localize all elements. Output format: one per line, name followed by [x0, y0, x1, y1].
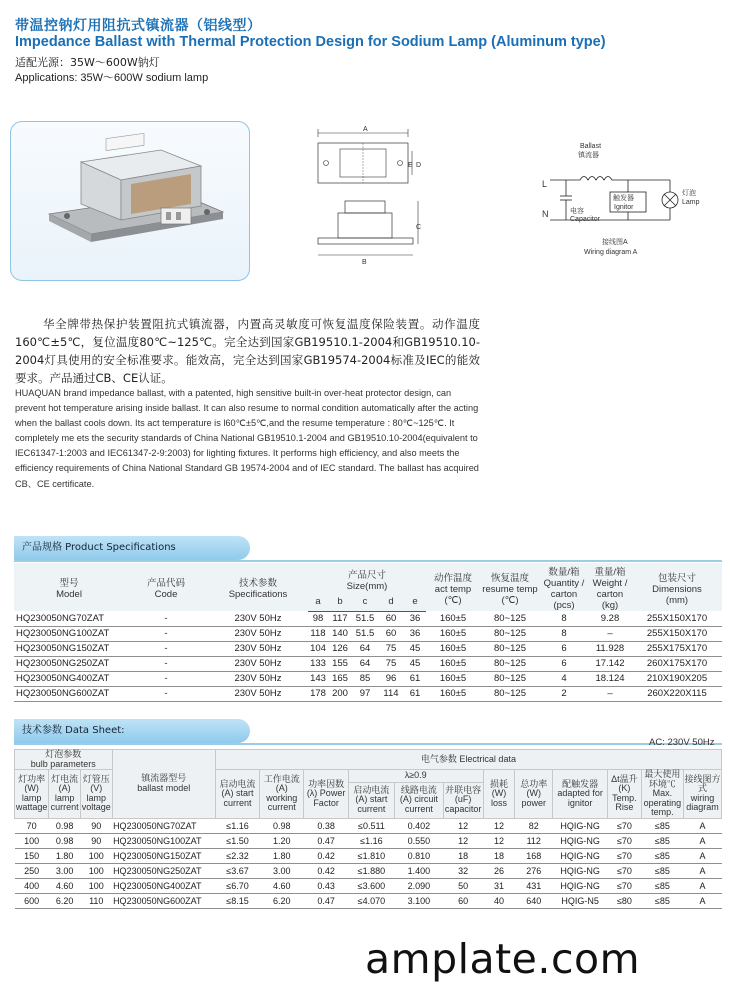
- product-photo: [10, 121, 250, 281]
- table-cell: 255X175X170: [632, 641, 722, 656]
- table-cell: 104: [308, 641, 328, 656]
- wiring-caption-en: Wiring diagram A: [584, 249, 638, 256]
- table-cell: 0.38: [304, 818, 348, 833]
- data-section-divider: [14, 743, 722, 745]
- table-cell: 100: [80, 848, 112, 863]
- table-cell: 60: [378, 626, 404, 641]
- spec-header-model: 型号 Model: [56, 578, 82, 600]
- table-cell: 64: [352, 656, 378, 671]
- table-cell: –: [588, 686, 632, 701]
- table-cell: ≤1.880: [348, 863, 394, 878]
- spec-header-e: e: [404, 595, 426, 611]
- table-cell: 160±5: [426, 656, 480, 671]
- table-cell: 0.47: [304, 893, 348, 908]
- data-header-ignitor: 配触发器 adapted for ignitor: [553, 770, 608, 819]
- ac-voltage-note: AC: 230V 50Hz: [649, 737, 715, 748]
- data-header-electrical: 电气参数 Electrical data: [215, 750, 721, 770]
- spec-table: [14, 563, 722, 702]
- table-cell: ≤4.070: [348, 893, 394, 908]
- table-cell: A: [683, 818, 721, 833]
- table-cell: 50: [443, 878, 483, 893]
- table-cell: HQ230050NG70ZAT: [112, 818, 215, 833]
- data-header-capacitor: 并联电容 (uF) capacitor: [443, 782, 483, 818]
- table-cell: 18: [443, 848, 483, 863]
- table-cell: 0.550: [395, 833, 444, 848]
- table-cell: -: [124, 671, 208, 686]
- table-cell: 230V 50Hz: [208, 686, 308, 701]
- table-cell: ≤70: [608, 848, 642, 863]
- table-cell: HQIG-NG: [553, 878, 608, 893]
- table-cell: 0.42: [304, 863, 348, 878]
- table-cell: 160±5: [426, 686, 480, 701]
- spec-header-specifications: 技术参数 Specifications: [228, 578, 288, 600]
- table-cell: 80~125: [480, 611, 540, 626]
- spec-table-body: [14, 611, 722, 701]
- table-cell: 12: [443, 833, 483, 848]
- table-cell: 100: [80, 863, 112, 878]
- table-cell: 12: [483, 833, 515, 848]
- table-cell: HQ230050NG150ZAT: [112, 848, 215, 863]
- table-cell: -: [124, 626, 208, 641]
- data-header-power: 总功率 (W) power: [515, 770, 553, 819]
- spec-header-quantity: 数量/箱 Quantity / carton (pcs): [543, 567, 585, 611]
- spec-header-weight: 重量/箱 Weight / carton (kg): [592, 567, 628, 611]
- data-header-temp-rise: Δt温升 (K) Temp. Rise: [608, 770, 642, 819]
- table-row: [14, 686, 722, 701]
- table-cell: HQ230050NG600ZAT: [14, 686, 124, 701]
- table-cell: 31: [483, 878, 515, 893]
- wiring-ballast-cn: 镇流器: [578, 152, 599, 159]
- table-cell: ≤70: [608, 833, 642, 848]
- table-cell: 12: [443, 818, 483, 833]
- table-cell: 0.43: [304, 878, 348, 893]
- spec-header-dimensions: 包装尺寸 Dimensions (mm): [652, 572, 702, 606]
- table-cell: 1.400: [395, 863, 444, 878]
- table-cell: 17.142: [588, 656, 632, 671]
- data-header-lamp-voltage: 灯管压 (V) lamp voltage: [80, 770, 112, 819]
- table-row: [14, 641, 722, 656]
- table-cell: -: [124, 656, 208, 671]
- table-cell: 96: [378, 671, 404, 686]
- table-cell: 3.100: [395, 893, 444, 908]
- table-cell: 178: [308, 686, 328, 701]
- watermark: amplate.com: [365, 935, 641, 983]
- table-cell: 9.28: [588, 611, 632, 626]
- table-cell: 18: [483, 848, 515, 863]
- table-cell: 165: [328, 671, 352, 686]
- table-cell: 0.402: [395, 818, 444, 833]
- wiring-n: N: [542, 209, 549, 219]
- table-cell: HQ230050NG400ZAT: [14, 671, 124, 686]
- description-chinese: 华全牌带热保护装置阻抗式镇流器，内置高灵敏度可恢复温度保险装置。动作温度160℃±5℃，复位温度80℃~125℃。完全达到国家GB19510.1-2004和GB19510.10-2004灯具使用的安全标准要求。能效高，完全达到国家GB19574-2004标准及IEC的能效要求。产品通过CB、CE认证。: [15, 317, 480, 385]
- table-cell: HQ230050NG150ZAT: [14, 641, 124, 656]
- table-cell: 400: [15, 878, 49, 893]
- table-cell: 70: [15, 818, 49, 833]
- table-cell: 80~125: [480, 626, 540, 641]
- table-cell: HQ230050NG600ZAT: [112, 893, 215, 908]
- table-cell: ≤2.32: [215, 848, 259, 863]
- ballast-illustration: [11, 122, 250, 281]
- table-cell: 80~125: [480, 671, 540, 686]
- table-cell: 12: [483, 818, 515, 833]
- spec-header-act-temp: 动作温度 act temp (℃): [433, 572, 472, 606]
- table-cell: 80~125: [480, 656, 540, 671]
- table-cell: 97: [352, 686, 378, 701]
- table-cell: HQ230050NG250ZAT: [112, 863, 215, 878]
- table-cell: 260X175X170: [632, 656, 722, 671]
- data-header-start-current-2: 启动电流 (A) start current: [348, 782, 394, 818]
- applications-english: Applications: 35W～600W sodium lamp: [15, 72, 209, 84]
- dim-label-d: D: [416, 162, 422, 169]
- data-header-working-current: 工作电流 (A) working current: [260, 770, 304, 819]
- table-cell: 26: [483, 863, 515, 878]
- table-cell: 85: [352, 671, 378, 686]
- table-cell: 640: [515, 893, 553, 908]
- table-row: [14, 656, 722, 671]
- data-header-loss: 损耗 (W) loss: [483, 770, 515, 819]
- spec-header-resume-temp: 恢复温度 resume temp (℃): [482, 572, 538, 606]
- table-cell: 230V 50Hz: [208, 671, 308, 686]
- table-cell: 255X150X170: [632, 611, 722, 626]
- table-cell: 168: [515, 848, 553, 863]
- table-row: [14, 671, 722, 686]
- table-cell: 36: [404, 626, 426, 641]
- table-cell: 18.124: [588, 671, 632, 686]
- table-cell: 160±5: [426, 641, 480, 656]
- wiring-lamp-en: Lamp: [682, 199, 700, 206]
- data-header-power-factor: 功率因数 (λ) Power Factor: [304, 770, 348, 819]
- data-header-max-temp: 最大使用环境℃ Max. operating temp.: [641, 770, 683, 819]
- data-header-lamp-wattage: 灯功率 (W) lamp wattage: [15, 770, 49, 819]
- table-cell: 61: [404, 686, 426, 701]
- table-cell: ≤80: [608, 893, 642, 908]
- table-cell: ≤1.810: [348, 848, 394, 863]
- table-cell: 82: [515, 818, 553, 833]
- table-cell: 6: [540, 656, 588, 671]
- table-cell: 160±5: [426, 611, 480, 626]
- wiring-ignitor-cn: 触发器: [613, 195, 634, 202]
- table-cell: A: [683, 863, 721, 878]
- table-row: [15, 863, 722, 878]
- table-cell: 3.00: [49, 863, 81, 878]
- data-header-start-current-1: 启动电流 (A) start current: [215, 770, 259, 819]
- spec-header-code: 产品代码 Code: [146, 578, 185, 600]
- table-cell: 98: [308, 611, 328, 626]
- table-cell: A: [683, 893, 721, 908]
- table-cell: 230V 50Hz: [208, 626, 308, 641]
- table-cell: HQIG-NG: [553, 863, 608, 878]
- table-cell: 6: [540, 641, 588, 656]
- table-cell: 1.80: [260, 848, 304, 863]
- table-cell: ≤85: [641, 833, 683, 848]
- spec-section-divider: [14, 560, 722, 562]
- table-cell: 90: [80, 833, 112, 848]
- spec-header-size: 产品尺寸 Size(mm): [346, 569, 388, 592]
- table-cell: 117: [328, 611, 352, 626]
- table-cell: ≤70: [608, 818, 642, 833]
- table-cell: -: [124, 611, 208, 626]
- data-section-tab: 技术参数 Data Sheet:: [14, 719, 250, 743]
- title-english: Impedance Ballast with Thermal Protection Design for Sodium Lamp (Aluminum type): [15, 34, 606, 50]
- wiring-lamp-cn: 灯泡: [682, 190, 696, 197]
- table-cell: 230V 50Hz: [208, 611, 308, 626]
- table-cell: ≤85: [641, 863, 683, 878]
- dim-label-b: B: [362, 259, 367, 266]
- table-cell: 2: [540, 686, 588, 701]
- table-cell: 100: [80, 878, 112, 893]
- table-cell: 45: [404, 656, 426, 671]
- title-chinese: 带温控钠灯用阻抗式镇流器（铝线型）: [15, 18, 262, 34]
- table-cell: HQIG-NG: [553, 848, 608, 863]
- table-cell: ≤85: [641, 818, 683, 833]
- table-row: [14, 611, 722, 626]
- table-row: [15, 818, 722, 833]
- table-cell: HQIG-NG: [553, 818, 608, 833]
- table-cell: 250: [15, 863, 49, 878]
- table-cell: HQ230050NG250ZAT: [14, 656, 124, 671]
- data-header-circuit-current: 线路电流 (A) circuit current: [395, 782, 444, 818]
- table-cell: 11.928: [588, 641, 632, 656]
- wiring-caption-cn: 接线图A: [602, 239, 628, 246]
- table-cell: 3.00: [260, 863, 304, 878]
- table-cell: 80~125: [480, 641, 540, 656]
- table-cell: 600: [15, 893, 49, 908]
- table-cell: 75: [378, 656, 404, 671]
- table-cell: 90: [80, 818, 112, 833]
- table-cell: 36: [404, 611, 426, 626]
- table-cell: ≤85: [641, 893, 683, 908]
- table-cell: 40: [483, 893, 515, 908]
- table-cell: ≤70: [608, 878, 642, 893]
- dimension-diagram: [290, 121, 440, 266]
- table-cell: 4.60: [260, 878, 304, 893]
- table-cell: ≤85: [641, 848, 683, 863]
- table-cell: ≤6.70: [215, 878, 259, 893]
- table-cell: 1.20: [260, 833, 304, 848]
- table-row: [14, 626, 722, 641]
- table-cell: 2.090: [395, 878, 444, 893]
- table-cell: ≤70: [608, 863, 642, 878]
- table-cell: 155: [328, 656, 352, 671]
- spec-header-b: b: [328, 595, 352, 611]
- table-cell: 110: [80, 893, 112, 908]
- table-cell: ≤0.511: [348, 818, 394, 833]
- table-cell: HQ230050NG400ZAT: [112, 878, 215, 893]
- table-cell: 32: [443, 863, 483, 878]
- table-cell: 126: [328, 641, 352, 656]
- table-cell: 0.98: [49, 833, 81, 848]
- table-cell: 0.98: [49, 818, 81, 833]
- table-cell: ≤1.16: [215, 818, 259, 833]
- table-cell: HQ230050NG100ZAT: [112, 833, 215, 848]
- table-cell: 200: [328, 686, 352, 701]
- wiring-ignitor-en: Ignitor: [614, 204, 634, 211]
- table-cell: ≤1.50: [215, 833, 259, 848]
- table-cell: 112: [515, 833, 553, 848]
- table-cell: 6.20: [49, 893, 81, 908]
- wiring-ballast-en: Ballast: [580, 143, 602, 150]
- table-cell: 4: [540, 671, 588, 686]
- data-header-lamp-current: 灯电流 (A) lamp current: [49, 770, 81, 819]
- description-english: HUAQUAN brand impedance ballast, with a patented, high sensitive built-in over-heat protector design, can prevent hot temperature arising inside ballast. It can also resume to normal condition automatically after the acting when the ballast cools down. Its act temperature is l60℃±5℃,and the resume temperature : 80℃~125℃. It completely me ets the security standards of China National GB19510.1-2004 and GB19510.10-2004(equivalent to IEC61347-1:2003 and IEC61347-2-9:2003) for lighting fixtures. It performs high efficiency, and also meets the efficiency requirements of China National Standard GB 19574-2004 and of IEC standard. The ballast has acquired CB、CE certificate.: [15, 388, 479, 489]
- wiring-capacitor-en: Capacitor: [570, 216, 600, 223]
- wiring-capacitor-cn: 电容: [570, 208, 584, 215]
- table-cell: -: [124, 641, 208, 656]
- spec-header-d: d: [378, 595, 404, 611]
- data-sheet-table: [14, 749, 722, 909]
- applications-chinese: 适配光源：35W～600W钠灯: [15, 56, 160, 69]
- table-cell: 4.60: [49, 878, 81, 893]
- data-header-ballast-model: 镇流器型号 ballast model: [112, 750, 215, 819]
- table-cell: –: [588, 626, 632, 641]
- table-cell: 230V 50Hz: [208, 641, 308, 656]
- table-cell: 0.810: [395, 848, 444, 863]
- table-cell: 160±5: [426, 671, 480, 686]
- table-cell: ≤1.16: [348, 833, 394, 848]
- table-cell: A: [683, 878, 721, 893]
- table-cell: HQIG-N5: [553, 893, 608, 908]
- table-cell: 1.80: [49, 848, 81, 863]
- table-cell: 150: [15, 848, 49, 863]
- table-cell: 114: [378, 686, 404, 701]
- data-sheet-body: [15, 818, 722, 908]
- table-cell: 118: [308, 626, 328, 641]
- table-cell: 51.5: [352, 626, 378, 641]
- table-cell: 8: [540, 611, 588, 626]
- table-row: [15, 833, 722, 848]
- wiring-diagram: [530, 140, 715, 265]
- table-cell: HQ230050NG70ZAT: [14, 611, 124, 626]
- table-cell: 60: [378, 611, 404, 626]
- table-cell: 45: [404, 641, 426, 656]
- table-cell: ≤3.67: [215, 863, 259, 878]
- table-cell: 431: [515, 878, 553, 893]
- table-cell: 8: [540, 626, 588, 641]
- data-header-bulb: 灯泡参数 bulb parameters: [15, 750, 113, 770]
- table-cell: 80~125: [480, 686, 540, 701]
- table-cell: 210X190X205: [632, 671, 722, 686]
- table-cell: ≤85: [641, 878, 683, 893]
- table-cell: A: [683, 833, 721, 848]
- table-cell: 255X150X170: [632, 626, 722, 641]
- data-header-wiring: 接线图方式 wiring diagram: [683, 770, 721, 819]
- table-cell: 60: [443, 893, 483, 908]
- table-cell: 230V 50Hz: [208, 656, 308, 671]
- table-cell: 140: [328, 626, 352, 641]
- table-cell: 143: [308, 671, 328, 686]
- table-cell: 64: [352, 641, 378, 656]
- table-cell: A: [683, 848, 721, 863]
- table-cell: 6.20: [260, 893, 304, 908]
- spec-header-a: a: [308, 595, 328, 611]
- table-row: [15, 848, 722, 863]
- table-cell: 133: [308, 656, 328, 671]
- table-cell: 75: [378, 641, 404, 656]
- spec-header-c: c: [352, 595, 378, 611]
- wiring-l: L: [542, 179, 548, 189]
- dim-label-e: E: [408, 162, 413, 169]
- table-cell: 61: [404, 671, 426, 686]
- table-cell: 100: [15, 833, 49, 848]
- table-cell: 276: [515, 863, 553, 878]
- table-cell: 51.5: [352, 611, 378, 626]
- dim-label-a: A: [363, 126, 368, 133]
- table-cell: 160±5: [426, 626, 480, 641]
- table-cell: 0.47: [304, 833, 348, 848]
- table-row: [15, 878, 722, 893]
- table-cell: 0.42: [304, 848, 348, 863]
- table-cell: 260X220X115: [632, 686, 722, 701]
- table-cell: ≤3.600: [348, 878, 394, 893]
- table-cell: HQ230050NG100ZAT: [14, 626, 124, 641]
- data-header-lambda: λ≥0.9: [348, 770, 483, 783]
- table-row: [15, 893, 722, 908]
- table-cell: ≤8.15: [215, 893, 259, 908]
- table-cell: -: [124, 686, 208, 701]
- spec-section-tab: 产品规格 Product Specifications: [14, 536, 250, 560]
- dim-label-c: C: [416, 224, 422, 231]
- table-cell: HQIG-NG: [553, 833, 608, 848]
- table-cell: 0.98: [260, 818, 304, 833]
